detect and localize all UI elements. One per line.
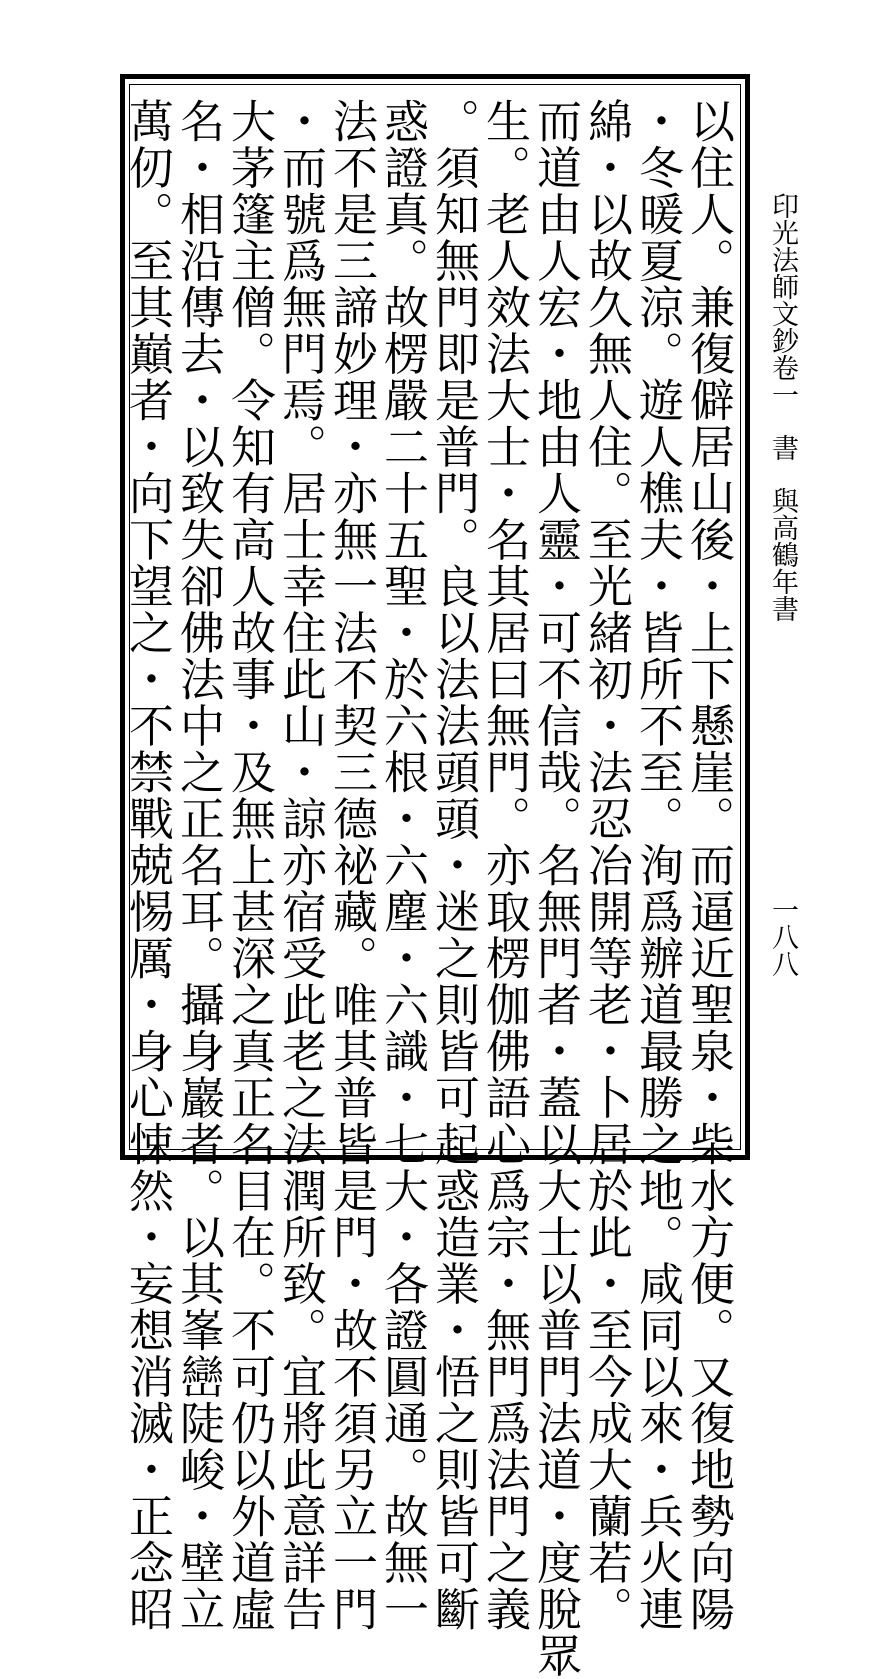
header-letter-title: 與高鶴年書: [767, 487, 798, 622]
text-column: 。須知無門即是普門。良以法法頭頭・迷之則皆可起惑造業・悟之則皆可斷: [427, 98, 480, 1633]
text-column: ・而號爲無門焉。居士幸住此山・諒亦宿受此老之法潤所致。宜將此意詳告: [274, 98, 327, 1633]
header-book-title: 印光法師文鈔卷一: [767, 192, 798, 408]
text-column: 法不是三諦妙理・亦無一法不契三德祕藏。唯其普皆是門・故不須另立一門: [325, 98, 378, 1633]
text-column: ・冬暖夏涼。遊人樵夫・皆所不至。洵爲辦道最勝之地。咸同以來・兵火連: [631, 98, 684, 1633]
text-column: 惑證真。故楞嚴二十五聖・於六根・六塵・六識・七大・各證圓通。故無一: [376, 98, 429, 1633]
text-column: 綿・以故久無人住。至光緒初・法忍冶開等老・卜居於此・至今成大蘭若。: [580, 98, 633, 1633]
text-column: 以住人。兼復僻居山後・上下懸崖。而逼近聖泉・柴水方便。又復地勢向陽: [682, 98, 735, 1633]
text-column: 萬仞。至其巔者・向下望之・不禁戰兢惕厲・身心悚然・妄想消滅・正念昭: [121, 98, 174, 1633]
text-column: 而道由人宏・地由人靈・可不信哉。名無門者・蓋以大士以普門法道・度脫眾: [529, 98, 582, 1679]
text-column: 大茅篷主僧。令知有高人故事・及無上甚深之真正名目在。不可仍以外道虛: [223, 98, 276, 1633]
main-text-body: [121, 98, 735, 1679]
running-header: [762, 192, 802, 632]
text-column: 生。老人效法大士・名其居曰無門。亦取楞伽佛語心爲宗・無門爲法門之義: [478, 98, 531, 1633]
header-section: 書: [767, 434, 798, 461]
text-column: 名・相沿傳去・以致失卻佛法中之正名耳。攝身巖者。以其峯巒陡峻・壁立: [172, 98, 225, 1633]
page-number: 一八八: [767, 896, 798, 977]
